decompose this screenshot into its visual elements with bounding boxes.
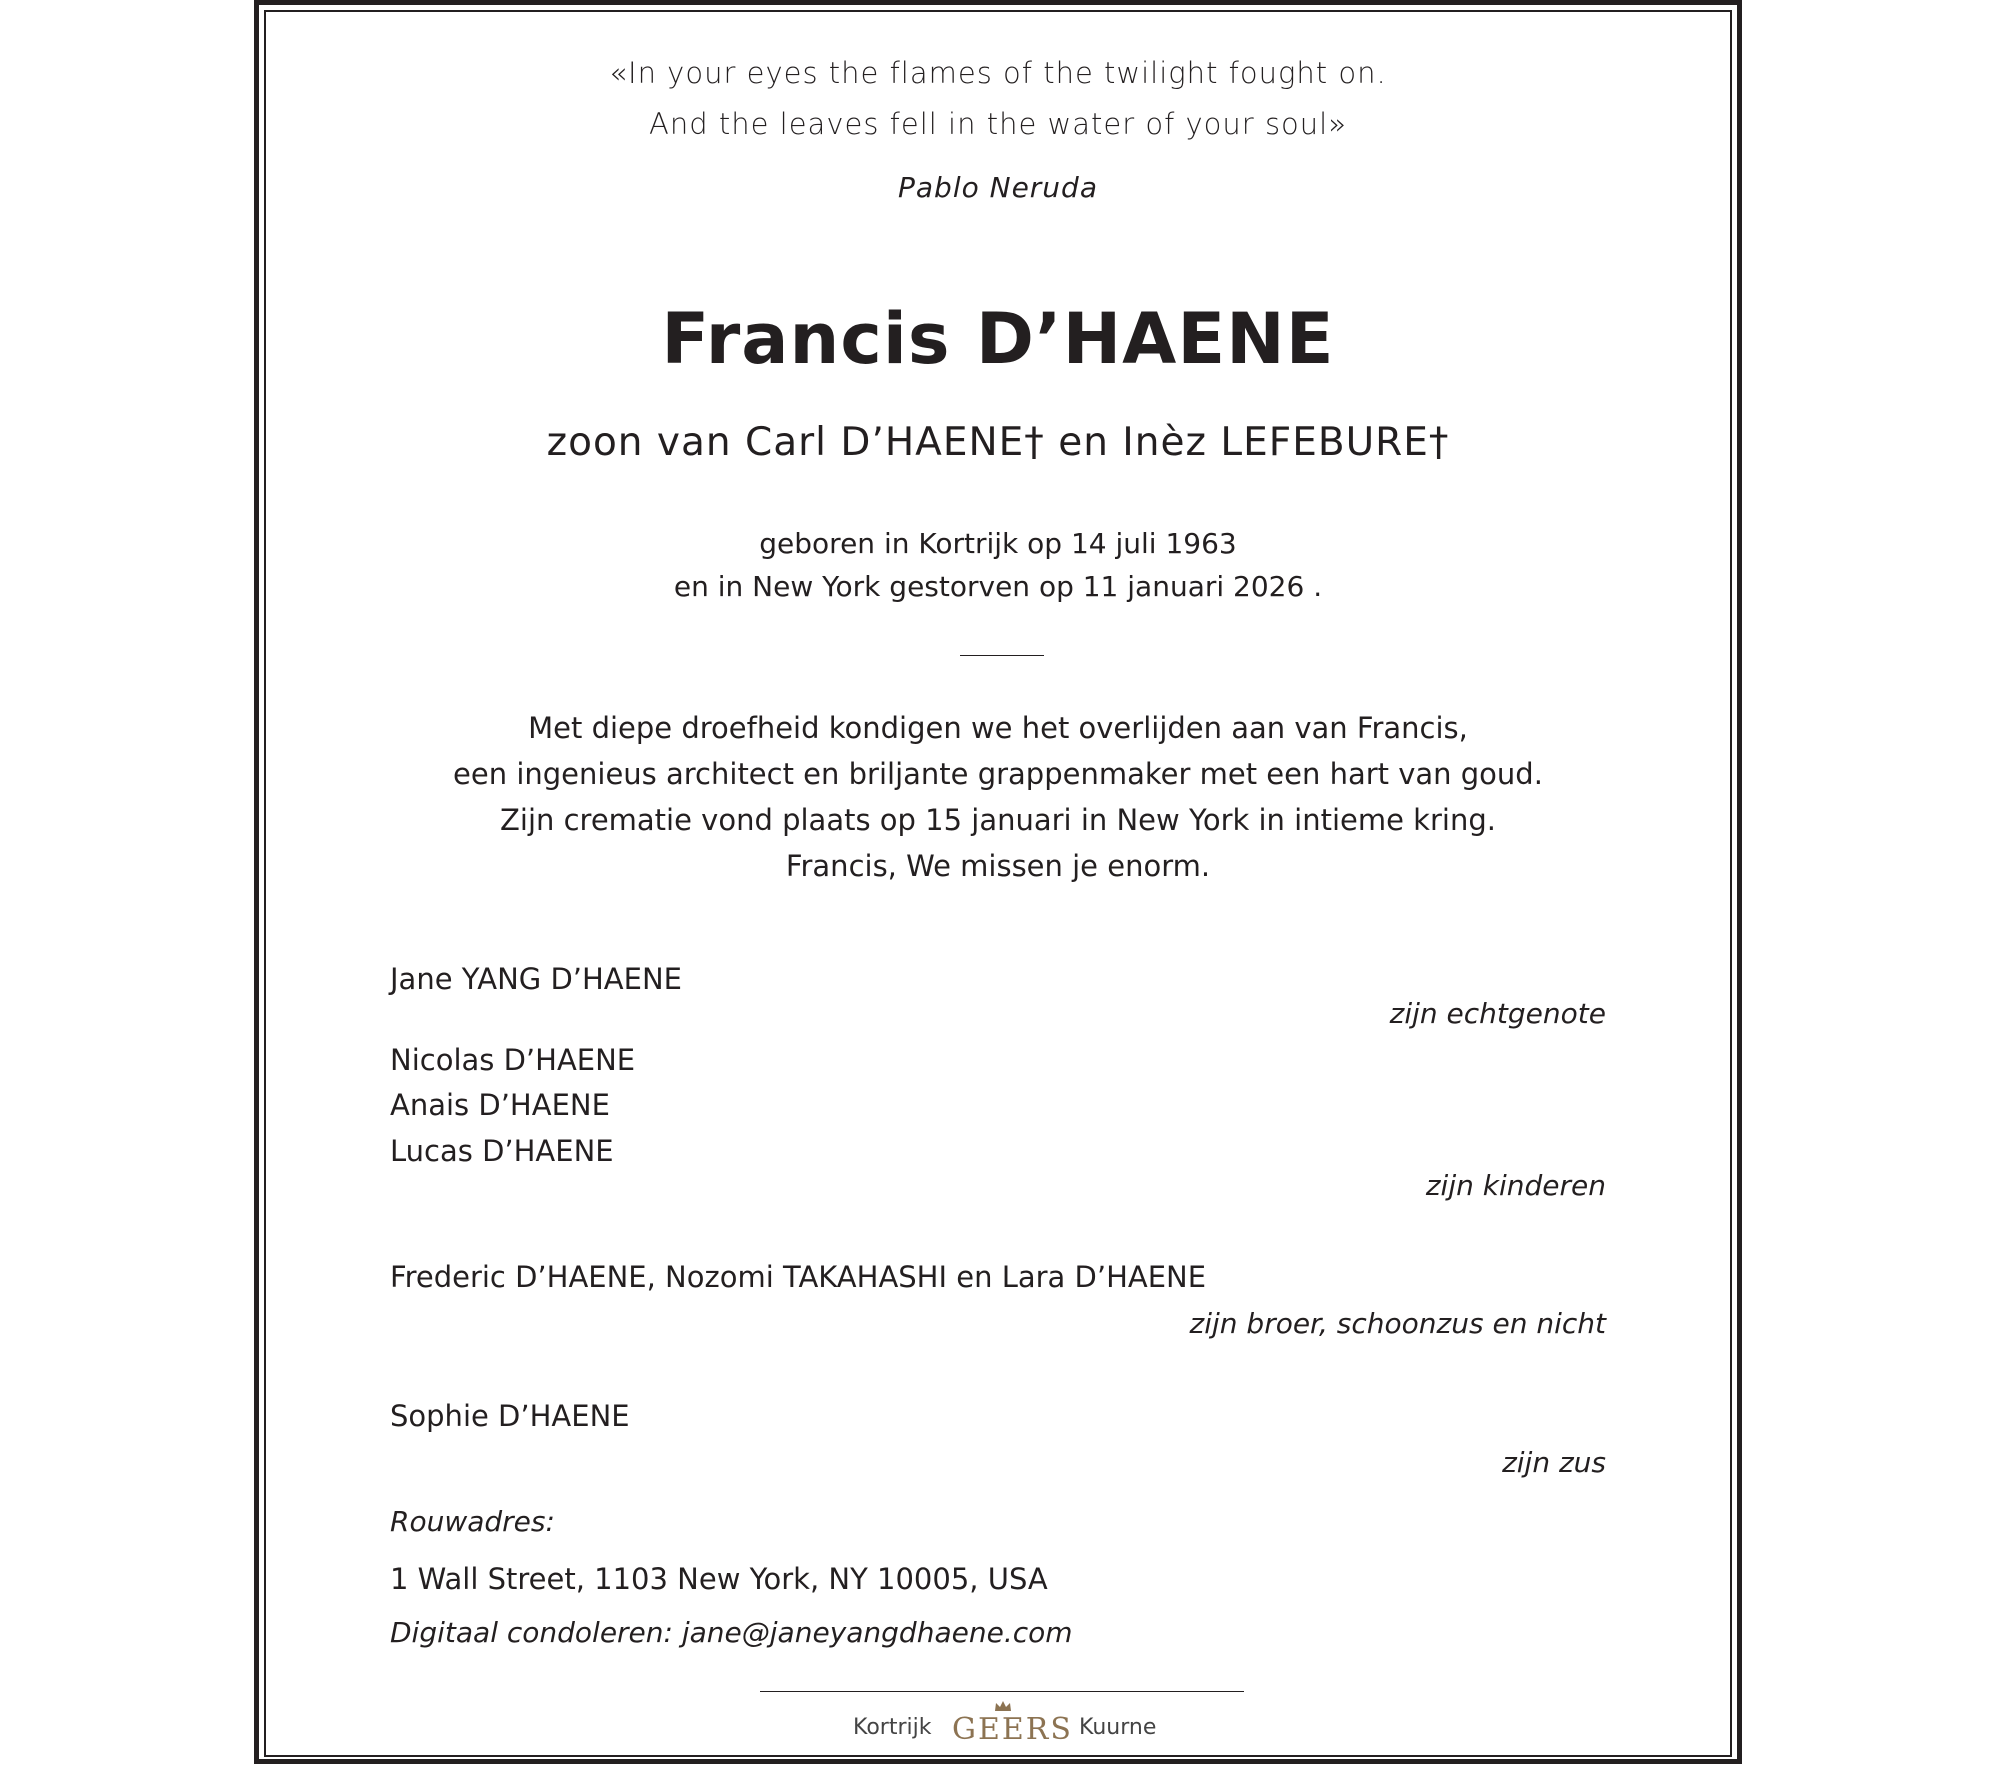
condolence-line: Digitaal condoleren: jane@janeyangdhaene.com	[390, 1616, 1073, 1649]
message-line-2: een ingenieus architect en briljante grappenmaker met een hart van goud.	[453, 757, 1543, 791]
birth-line: geboren in Kortrijk op 14 juli 1963	[759, 527, 1237, 560]
child-name: Anais D’HAENE	[390, 1088, 610, 1122]
message-line-1: Met diepe droefheid kondigen we het overlijden aan van Francis,	[528, 711, 1468, 745]
address: 1 Wall Street, 1103 New York, NY 10005, USA	[390, 1562, 1048, 1596]
spouse-name: Jane YANG D’HAENE	[390, 962, 682, 996]
death-line: en in New York gestorven op 11 januari 2026 .	[673, 570, 1323, 603]
crown-icon	[993, 1700, 1013, 1712]
footer-divider	[760, 1691, 1244, 1692]
quote-line-1: «In your eyes the flames of the twilight fought on.	[609, 56, 1387, 90]
geers-logo	[952, 1700, 1073, 1747]
sister-name: Sophie D’HAENE	[390, 1399, 630, 1433]
address-label: Rouwadres:	[390, 1505, 555, 1538]
footer-town-left: Kortrijk	[853, 1715, 932, 1740]
message-line-3: Zijn crematie vond plaats op 15 januari in New York in intieme kring.	[500, 803, 1496, 837]
spouse-relation: zijn echtgenote	[1389, 997, 1606, 1030]
siblings-names: Frederic D’HAENE, Nozomi TAKAHASHI en Lara D’HAENE	[390, 1260, 1207, 1294]
parents-line: zoon van Carl D’HAENE† en Inèz LEFEBURE†	[546, 420, 1450, 465]
children-relation: zijn kinderen	[1425, 1169, 1606, 1202]
quote-author: Pablo Neruda	[898, 171, 1098, 204]
logo-text: GEERS	[952, 1712, 1073, 1747]
short-divider	[960, 655, 1044, 656]
siblings-relation: zijn broer, schoonzus en nicht	[1189, 1307, 1606, 1340]
child-name: Nicolas D’HAENE	[390, 1043, 636, 1077]
message-line-4: Francis, We missen je enorm.	[785, 849, 1211, 883]
inner-border	[264, 10, 1732, 1757]
footer-town-right: Kuurne	[1079, 1715, 1157, 1740]
child-name: Lucas D’HAENE	[390, 1134, 614, 1168]
quote-line-2: And the leaves fell in the water of your soul»	[649, 107, 1347, 141]
sister-relation: zijn zus	[1502, 1446, 1606, 1479]
deceased-name: Francis D’HAENE	[661, 298, 1335, 380]
